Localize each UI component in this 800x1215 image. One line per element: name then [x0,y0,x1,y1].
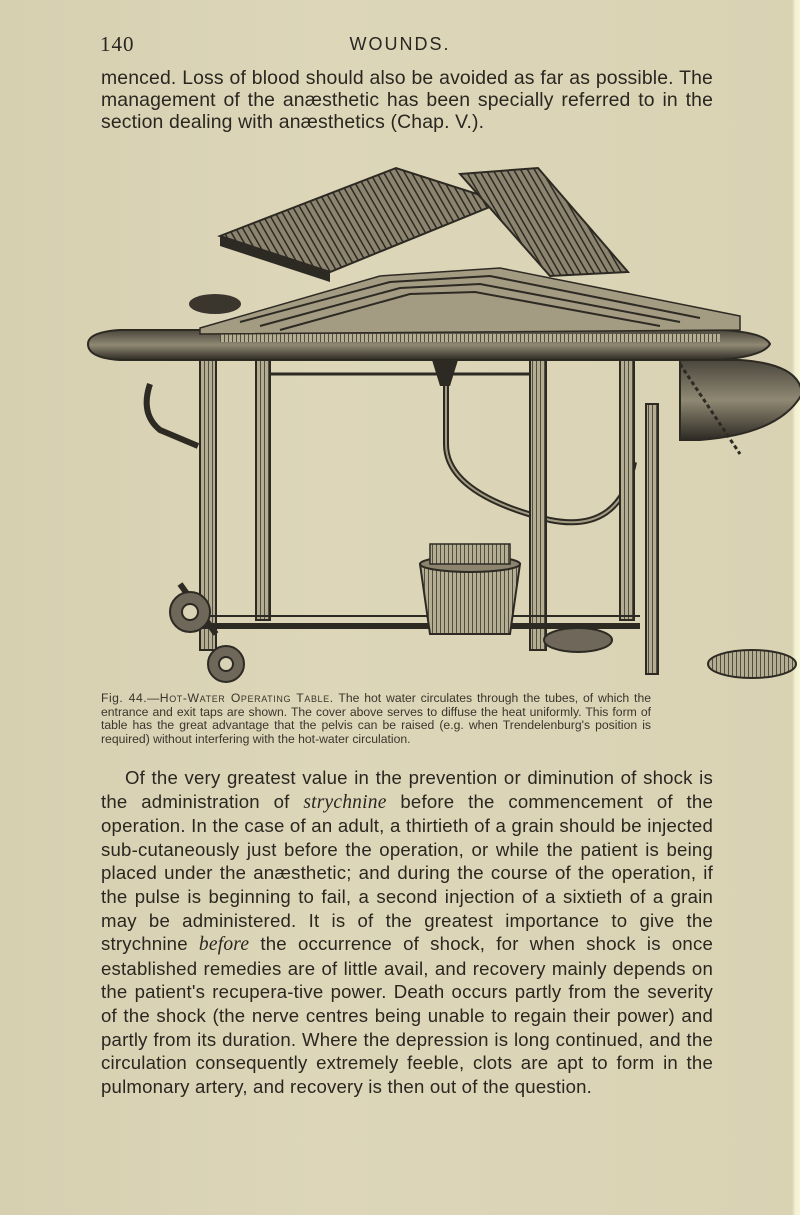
figure-caption-text: The hot water circulates through the tubes, of which the entrance and exit taps are shown. The cover above serves to diffuse the heat uniformly. This form of table has the great advantage that the pelvis can be raised (e.g. when Trendelenburg's position is required) without interfering with the hot-water circulation. [101,691,651,746]
figure-operating-table [80,164,800,684]
continued-paragraph: menced. Loss of blood should also be avoided as far as possible. The management of the anæsthetic has been specially referred to in the section dealing with anæsthetics (Chap. V.). [101,67,713,133]
page-header [0,28,800,58]
water-bucket [420,544,520,634]
body-text-1: Of the very greatest value in the prevention or diminution of shock is the administration of [101,767,713,812]
running-head: WOUNDS. [349,34,451,54]
body-paragraph [101,766,713,1098]
page-number: 140 [100,32,135,56]
operating-table-illustration [80,164,800,684]
body-text-2: before the commencement of the operation. In the case of an adult, a thirtieth of a grain should be injected sub-cutaneously just before the operation, or while the patient is being placed under the anæsthetic; and during the course of the operation, if the pulse is beginning to fail, a second injection of a sixtieth of a grain may be administered. It is of the greatest importance to give the strychnine [101,790,713,955]
emphasis-before: before [198,934,250,956]
emphasis-strychnine: strychnine [303,791,387,813]
body-text-3: the occurrence of shock, for when shock is once established remedies are of little avail, and recovery mainly depends on the patient's recupera-tive power. Death occurs partly from the severity of the shock (the nerve centres being unable to regain their power) and partly from its duration. Where the depression is long continued, and the circulation consequently extremely feeble, clots are apt to form in the pulmonary artery, and recovery is then out of the question. [101,933,713,1097]
figure-title: Hot-Water Operating Table. [159,691,334,705]
figure-caption [101,692,651,746]
figure-label: Fig. 44.— [101,691,160,705]
cover-plate [220,168,628,282]
